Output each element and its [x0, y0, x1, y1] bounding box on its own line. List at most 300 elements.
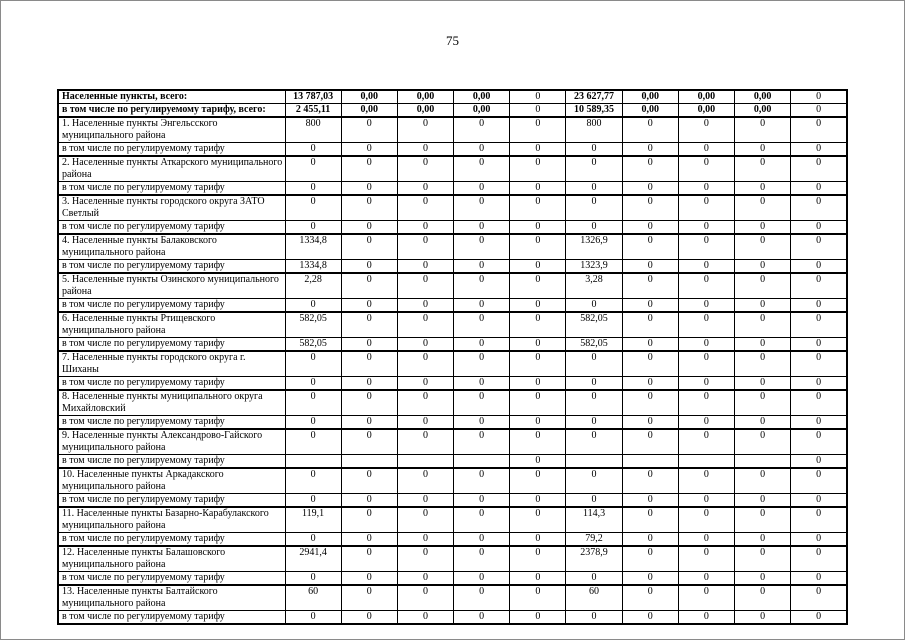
cell-value: 0	[622, 429, 678, 455]
cell-value: 0	[454, 533, 510, 547]
row-label: Населенные пункты, всего:	[58, 90, 285, 104]
cell-value: 119,1	[285, 507, 341, 533]
cell-value: 0	[341, 390, 397, 416]
cell-value: 0	[454, 611, 510, 625]
cell-value: 0	[454, 273, 510, 299]
cell-value: 0	[510, 455, 566, 469]
cell-value: 0	[566, 351, 622, 377]
row-label: 1. Населенные пункты Энгельсского муниципального района	[58, 117, 285, 143]
cell-value	[285, 455, 341, 469]
cell-value: 0	[735, 546, 791, 572]
row-label: в том числе по регулируемому тарифу	[58, 182, 285, 196]
table-row	[58, 585, 847, 611]
table-row	[58, 338, 847, 352]
row-label: в том числе по регулируемому тарифу	[58, 299, 285, 313]
cell-value: 0	[454, 585, 510, 611]
cell-value: 0	[735, 182, 791, 196]
table-row	[58, 572, 847, 586]
row-label: в том числе по регулируемому тарифу, всего:	[58, 104, 285, 118]
cell-value: 0	[454, 338, 510, 352]
cell-value: 0	[397, 546, 453, 572]
cell-value: 0	[566, 468, 622, 494]
cell-value: 0	[397, 234, 453, 260]
cell-value: 0	[285, 377, 341, 391]
cell-value: 0	[791, 468, 847, 494]
cell-value: 0	[341, 546, 397, 572]
cell-value: 0	[566, 299, 622, 313]
row-label: 9. Населенные пункты Александрово-Гайского муниципального района	[58, 429, 285, 455]
cell-value: 10 589,35	[566, 104, 622, 118]
cell-value: 0	[285, 416, 341, 430]
cell-value: 0	[454, 117, 510, 143]
table-row	[58, 221, 847, 235]
cell-value: 0	[735, 585, 791, 611]
cell-value: 0	[735, 156, 791, 182]
cell-value: 0,00	[622, 104, 678, 118]
cell-value: 0	[791, 351, 847, 377]
table-row	[58, 195, 847, 221]
cell-value: 0	[791, 377, 847, 391]
cell-value: 0	[622, 416, 678, 430]
cell-value: 0	[341, 494, 397, 508]
cell-value: 0	[341, 273, 397, 299]
cell-value	[678, 455, 734, 469]
table-row	[58, 429, 847, 455]
cell-value: 0	[622, 468, 678, 494]
table-row	[58, 468, 847, 494]
row-label: в том числе по регулируемому тарифу	[58, 494, 285, 508]
cell-value: 0	[341, 572, 397, 586]
cell-value: 0,00	[735, 90, 791, 104]
cell-value: 0	[791, 416, 847, 430]
cell-value: 0	[510, 377, 566, 391]
cell-value: 114,3	[566, 507, 622, 533]
cell-value: 0	[791, 104, 847, 118]
cell-value: 0	[622, 260, 678, 274]
cell-value: 0	[791, 117, 847, 143]
row-label: в том числе по регулируемому тарифу	[58, 533, 285, 547]
page-number: 75	[446, 33, 459, 48]
cell-value: 0	[791, 312, 847, 338]
cell-value: 0	[678, 585, 734, 611]
cell-value: 0	[566, 156, 622, 182]
cell-value: 0	[622, 351, 678, 377]
cell-value: 0	[397, 299, 453, 313]
cell-value: 0	[735, 312, 791, 338]
table-row	[58, 351, 847, 377]
cell-value: 0	[791, 143, 847, 157]
cell-value: 0	[678, 507, 734, 533]
cell-value: 0	[678, 546, 734, 572]
table-row	[58, 455, 847, 469]
cell-value: 0	[397, 117, 453, 143]
cell-value: 0	[622, 338, 678, 352]
cell-value: 0	[397, 156, 453, 182]
cell-value: 0	[397, 494, 453, 508]
cell-value: 0	[454, 546, 510, 572]
cell-value: 0	[510, 195, 566, 221]
cell-value: 0	[622, 390, 678, 416]
cell-value: 0	[678, 273, 734, 299]
cell-value: 0	[791, 221, 847, 235]
cell-value: 800	[566, 117, 622, 143]
cell-value: 0	[341, 195, 397, 221]
cell-value: 3,28	[566, 273, 622, 299]
cell-value: 0	[285, 195, 341, 221]
cell-value: 0	[341, 143, 397, 157]
cell-value: 0	[285, 156, 341, 182]
row-label: в том числе по регулируемому тарифу	[58, 143, 285, 157]
cell-value: 0	[341, 260, 397, 274]
cell-value: 0	[397, 182, 453, 196]
cell-value: 0	[622, 234, 678, 260]
cell-value: 0	[510, 90, 566, 104]
cell-value: 0	[566, 572, 622, 586]
cell-value: 0	[678, 390, 734, 416]
cell-value: 79,2	[566, 533, 622, 547]
cell-value: 0	[454, 507, 510, 533]
cell-value: 0	[622, 533, 678, 547]
cell-value: 0	[791, 195, 847, 221]
cell-value: 0	[791, 338, 847, 352]
row-label: 6. Населенные пункты Ртищевского муниципального района	[58, 312, 285, 338]
cell-value: 582,05	[285, 338, 341, 352]
cell-value: 0	[341, 182, 397, 196]
cell-value: 0	[454, 156, 510, 182]
cell-value: 1323,9	[566, 260, 622, 274]
cell-value	[341, 455, 397, 469]
cell-value: 0	[791, 533, 847, 547]
cell-value: 0	[454, 377, 510, 391]
cell-value	[566, 455, 622, 469]
cell-value: 0	[454, 182, 510, 196]
cell-value: 0	[341, 234, 397, 260]
cell-value: 0	[622, 494, 678, 508]
table-row	[58, 416, 847, 430]
cell-value: 0	[454, 312, 510, 338]
cell-value: 0	[791, 299, 847, 313]
cell-value: 0	[510, 585, 566, 611]
cell-value: 0	[510, 104, 566, 118]
cell-value: 0	[341, 507, 397, 533]
row-label: в том числе по регулируемому тарифу	[58, 338, 285, 352]
cell-value: 0	[622, 182, 678, 196]
row-label: в том числе по регулируемому тарифу	[58, 455, 285, 469]
cell-value: 0	[397, 377, 453, 391]
cell-value: 0	[735, 468, 791, 494]
table-row	[58, 104, 847, 118]
table-row	[58, 533, 847, 547]
cell-value: 0	[510, 468, 566, 494]
cell-value: 0	[678, 221, 734, 235]
cell-value: 2378,9	[566, 546, 622, 572]
cell-value: 0	[622, 273, 678, 299]
cell-value: 0	[566, 377, 622, 391]
cell-value: 0	[397, 416, 453, 430]
cell-value	[454, 455, 510, 469]
cell-value: 0	[791, 429, 847, 455]
table-row	[58, 156, 847, 182]
cell-value: 0	[566, 195, 622, 221]
cell-value: 0	[510, 338, 566, 352]
cell-value: 0	[285, 494, 341, 508]
cell-value: 0	[791, 455, 847, 469]
settlements-table	[57, 89, 848, 625]
cell-value: 0	[678, 351, 734, 377]
cell-value: 0	[622, 585, 678, 611]
cell-value: 0	[341, 533, 397, 547]
cell-value: 0	[341, 351, 397, 377]
cell-value: 0	[510, 156, 566, 182]
cell-value: 0	[397, 351, 453, 377]
cell-value: 0	[285, 429, 341, 455]
cell-value: 0	[285, 533, 341, 547]
cell-value	[735, 455, 791, 469]
row-label: в том числе по регулируемому тарифу	[58, 221, 285, 235]
cell-value: 0	[735, 338, 791, 352]
cell-value: 0,00	[397, 104, 453, 118]
table-row	[58, 312, 847, 338]
cell-value: 0	[678, 611, 734, 625]
cell-value: 0	[341, 221, 397, 235]
cell-value: 0	[791, 182, 847, 196]
cell-value: 0	[678, 429, 734, 455]
cell-value: 0	[622, 377, 678, 391]
cell-value: 0	[454, 390, 510, 416]
cell-value: 0	[678, 312, 734, 338]
cell-value: 0	[397, 338, 453, 352]
cell-value: 0	[566, 611, 622, 625]
cell-value: 0	[285, 351, 341, 377]
cell-value: 0	[735, 494, 791, 508]
cell-value: 582,05	[566, 312, 622, 338]
cell-value: 0	[510, 494, 566, 508]
cell-value: 0	[397, 312, 453, 338]
cell-value: 0	[678, 533, 734, 547]
cell-value: 0	[341, 429, 397, 455]
cell-value: 0	[341, 468, 397, 494]
cell-value: 0	[510, 390, 566, 416]
cell-value: 0	[566, 221, 622, 235]
cell-value: 2,28	[285, 273, 341, 299]
cell-value: 0	[791, 546, 847, 572]
cell-value: 0	[397, 572, 453, 586]
cell-value: 0	[622, 117, 678, 143]
cell-value: 2 455,11	[285, 104, 341, 118]
cell-value	[622, 455, 678, 469]
cell-value: 582,05	[285, 312, 341, 338]
cell-value: 0	[510, 416, 566, 430]
cell-value: 0	[566, 182, 622, 196]
cell-value: 0	[341, 585, 397, 611]
cell-value: 0	[454, 234, 510, 260]
cell-value: 0	[397, 260, 453, 274]
cell-value: 0	[397, 533, 453, 547]
cell-value: 0	[285, 221, 341, 235]
cell-value: 0	[622, 507, 678, 533]
cell-value: 0	[566, 429, 622, 455]
cell-value: 0	[454, 416, 510, 430]
cell-value: 0	[791, 494, 847, 508]
cell-value: 0	[678, 416, 734, 430]
cell-value: 582,05	[566, 338, 622, 352]
cell-value: 0	[397, 429, 453, 455]
cell-value: 0	[397, 221, 453, 235]
table-row	[58, 182, 847, 196]
cell-value: 0	[454, 468, 510, 494]
row-label: 12. Населенные пункты Балашовского муниципального района	[58, 546, 285, 572]
cell-value: 0	[735, 390, 791, 416]
row-label: 4. Населенные пункты Балаковского муниципального района	[58, 234, 285, 260]
row-label: 10. Населенные пункты Аркадакского муниципального района	[58, 468, 285, 494]
row-label: 8. Населенные пункты муниципального округа Михайловский	[58, 390, 285, 416]
row-label: в том числе по регулируемому тарифу	[58, 572, 285, 586]
cell-value: 0	[678, 182, 734, 196]
cell-value: 0	[510, 507, 566, 533]
table-row	[58, 507, 847, 533]
cell-value: 0,00	[622, 90, 678, 104]
cell-value: 0	[791, 156, 847, 182]
cell-value: 0	[341, 377, 397, 391]
cell-value: 0	[454, 299, 510, 313]
cell-value: 0	[566, 390, 622, 416]
cell-value: 0	[735, 611, 791, 625]
table-row	[58, 260, 847, 274]
cell-value: 0	[510, 117, 566, 143]
table-row	[58, 117, 847, 143]
cell-value: 0	[678, 234, 734, 260]
cell-value: 0	[678, 143, 734, 157]
cell-value: 0,00	[678, 104, 734, 118]
cell-value: 0	[510, 533, 566, 547]
cell-value: 0	[791, 572, 847, 586]
cell-value: 0	[735, 351, 791, 377]
cell-value: 0	[341, 117, 397, 143]
table-row	[58, 390, 847, 416]
cell-value: 0	[735, 234, 791, 260]
cell-value: 1334,8	[285, 260, 341, 274]
row-label: в том числе по регулируемому тарифу	[58, 416, 285, 430]
cell-value: 0	[510, 611, 566, 625]
cell-value: 0	[285, 143, 341, 157]
cell-value: 0	[510, 273, 566, 299]
table-row	[58, 234, 847, 260]
cell-value: 0	[566, 416, 622, 430]
cell-value: 0	[454, 429, 510, 455]
cell-value: 0	[454, 143, 510, 157]
table-row	[58, 494, 847, 508]
cell-value: 0	[510, 221, 566, 235]
cell-value: 0,00	[341, 104, 397, 118]
table-row	[58, 143, 847, 157]
cell-value: 0	[341, 156, 397, 182]
cell-value: 0	[510, 546, 566, 572]
cell-value: 0	[735, 117, 791, 143]
cell-value: 0	[791, 90, 847, 104]
row-label: 7. Населенные пункты городского округа г. Шиханы	[58, 351, 285, 377]
row-label: 2. Населенные пункты Аткарского муниципального района	[58, 156, 285, 182]
cell-value: 0	[678, 377, 734, 391]
cell-value: 23 627,77	[566, 90, 622, 104]
cell-value: 0	[678, 338, 734, 352]
cell-value: 0	[735, 260, 791, 274]
cell-value: 0	[510, 312, 566, 338]
cell-value: 0	[397, 468, 453, 494]
table-row	[58, 299, 847, 313]
cell-value: 0	[454, 260, 510, 274]
cell-value: 0	[735, 572, 791, 586]
cell-value: 0	[622, 156, 678, 182]
table-row	[58, 90, 847, 104]
cell-value: 0	[285, 390, 341, 416]
cell-value: 0	[791, 390, 847, 416]
cell-value: 0	[678, 260, 734, 274]
cell-value: 0	[678, 572, 734, 586]
cell-value: 0	[341, 611, 397, 625]
cell-value: 0	[341, 312, 397, 338]
cell-value: 0	[735, 533, 791, 547]
row-label: в том числе по регулируемому тарифу	[58, 377, 285, 391]
table-row	[58, 273, 847, 299]
row-label: в том числе по регулируемому тарифу	[58, 611, 285, 625]
cell-value: 0	[678, 299, 734, 313]
cell-value: 0	[510, 351, 566, 377]
cell-value: 0	[510, 572, 566, 586]
cell-value: 1334,8	[285, 234, 341, 260]
cell-value: 0	[510, 182, 566, 196]
cell-value: 0	[622, 572, 678, 586]
cell-value: 0,00	[678, 90, 734, 104]
cell-value: 0	[285, 299, 341, 313]
cell-value: 0	[622, 299, 678, 313]
cell-value: 0	[735, 416, 791, 430]
row-label: 13. Населенные пункты Балтайского муниципального района	[58, 585, 285, 611]
cell-value: 0	[791, 507, 847, 533]
row-label: 3. Населенные пункты городского округа ЗАТО Светлый	[58, 195, 285, 221]
cell-value: 0,00	[454, 90, 510, 104]
cell-value: 0	[791, 260, 847, 274]
cell-value: 0	[622, 221, 678, 235]
cell-value: 0	[510, 143, 566, 157]
cell-value: 0	[622, 546, 678, 572]
cell-value: 0	[735, 377, 791, 391]
cell-value: 0	[791, 611, 847, 625]
table-row	[58, 611, 847, 625]
cell-value: 0	[341, 299, 397, 313]
row-label: 11. Населенные пункты Базарно-Карабулакского муниципального района	[58, 507, 285, 533]
cell-value: 0,00	[397, 90, 453, 104]
cell-value: 0,00	[735, 104, 791, 118]
cell-value: 0	[622, 195, 678, 221]
table-row	[58, 377, 847, 391]
cell-value: 0	[397, 390, 453, 416]
cell-value: 0	[791, 234, 847, 260]
cell-value: 60	[285, 585, 341, 611]
cell-value: 0	[510, 234, 566, 260]
cell-value: 0	[622, 611, 678, 625]
cell-value: 0	[566, 143, 622, 157]
cell-value: 0	[510, 260, 566, 274]
cell-value: 0	[454, 195, 510, 221]
cell-value: 0	[791, 585, 847, 611]
cell-value: 0	[397, 507, 453, 533]
cell-value: 2941,4	[285, 546, 341, 572]
cell-value: 0	[678, 195, 734, 221]
cell-value: 0	[397, 195, 453, 221]
cell-value: 0	[622, 312, 678, 338]
cell-value: 0	[454, 351, 510, 377]
cell-value: 800	[285, 117, 341, 143]
